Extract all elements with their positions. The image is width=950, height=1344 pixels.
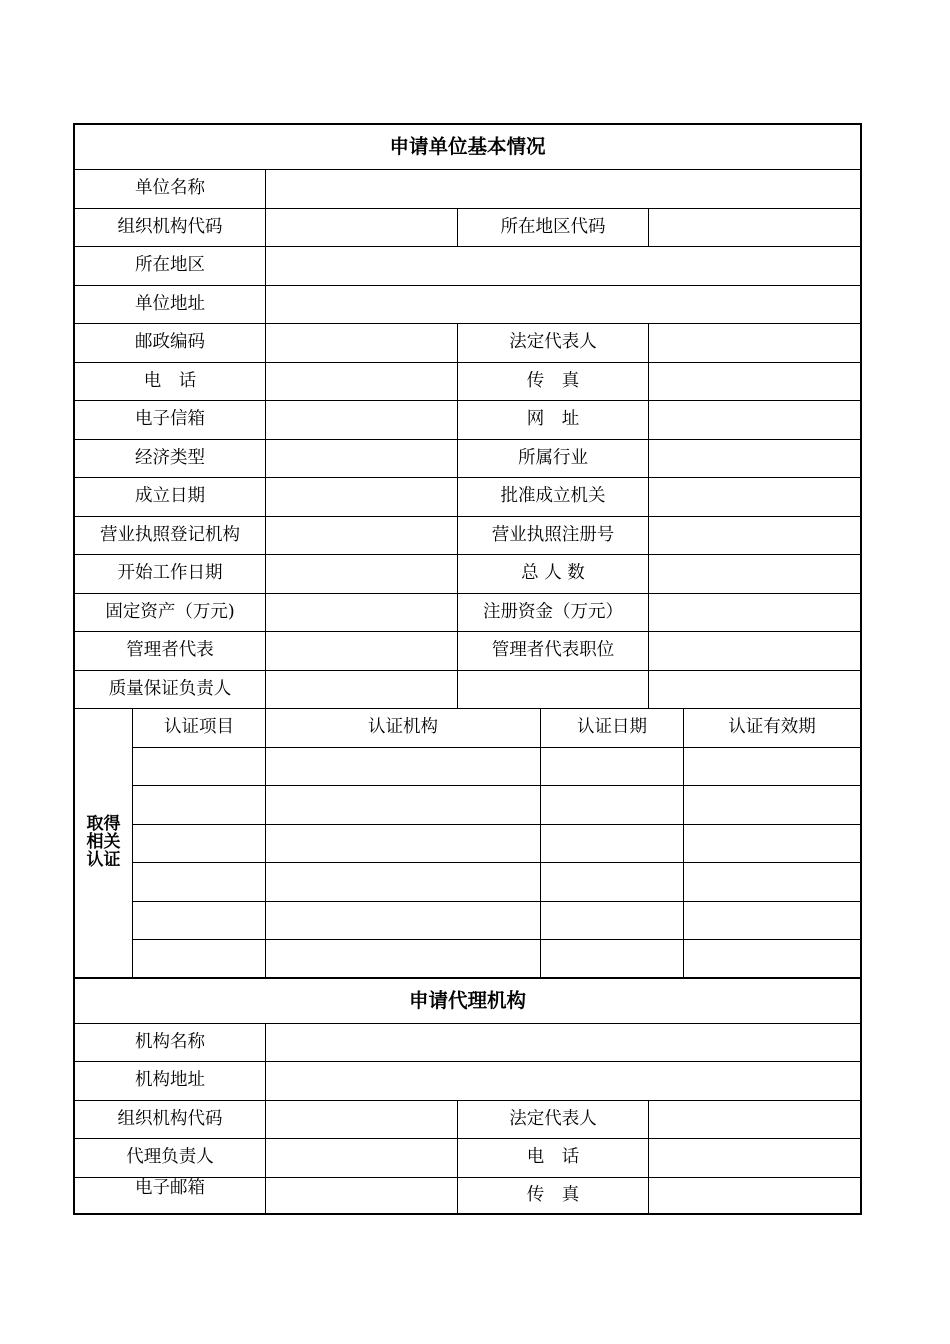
blank-cell[interactable] bbox=[458, 671, 649, 710]
founded-date-label: 成立日期 bbox=[75, 478, 266, 517]
cert-cell[interactable] bbox=[684, 748, 860, 787]
mgmt-rep-field[interactable] bbox=[266, 632, 458, 671]
cert-header-validity: 认证有效期 bbox=[684, 709, 860, 748]
cert-cell[interactable] bbox=[133, 863, 266, 902]
email-field[interactable] bbox=[266, 401, 458, 440]
econ-type-field[interactable] bbox=[266, 440, 458, 479]
agency-org-code-field[interactable] bbox=[266, 1101, 458, 1140]
registered-capital-label: 注册资金（万元） bbox=[458, 594, 649, 633]
cert-header-date: 认证日期 bbox=[541, 709, 684, 748]
unit-name-label: 单位名称 bbox=[75, 170, 266, 209]
blank-cell[interactable] bbox=[649, 671, 860, 710]
agency-address-label: 机构地址 bbox=[75, 1062, 266, 1101]
region-field[interactable] bbox=[266, 247, 860, 286]
license-no-label: 营业执照注册号 bbox=[458, 517, 649, 556]
section-title-agency: 申请代理机构 bbox=[75, 979, 860, 1024]
cert-cell[interactable] bbox=[133, 825, 266, 864]
cert-side-label-line: 相关 bbox=[86, 831, 121, 852]
phone-field[interactable] bbox=[266, 363, 458, 402]
unit-address-label: 单位地址 bbox=[75, 286, 266, 325]
cert-side-label bbox=[75, 709, 133, 979]
license-org-field[interactable] bbox=[266, 517, 458, 556]
cert-cell[interactable] bbox=[266, 902, 541, 941]
agent-head-label: 代理负责人 bbox=[75, 1139, 266, 1178]
agency-phone-label: 电 话 bbox=[458, 1139, 649, 1178]
cert-cell[interactable] bbox=[684, 902, 860, 941]
unit-name-field[interactable] bbox=[266, 170, 860, 209]
cert-side-label-line: 取得 bbox=[86, 813, 121, 834]
approval-org-field[interactable] bbox=[649, 478, 860, 517]
fax-label: 传 真 bbox=[458, 363, 649, 402]
phone-label: 电 话 bbox=[75, 363, 266, 402]
headcount-label: 总 人 数 bbox=[458, 555, 649, 594]
cert-cell[interactable] bbox=[266, 748, 541, 787]
cert-cell[interactable] bbox=[133, 940, 266, 979]
region-code-label: 所在地区代码 bbox=[458, 209, 649, 248]
email-label: 电子信箱 bbox=[75, 401, 266, 440]
mgmt-rep-label: 管理者代表 bbox=[75, 632, 266, 671]
agency-org-code-label: 组织机构代码 bbox=[75, 1101, 266, 1140]
legal-rep-label: 法定代表人 bbox=[458, 324, 649, 363]
unit-address-field[interactable] bbox=[266, 286, 860, 325]
org-code-field[interactable] bbox=[266, 209, 458, 248]
cert-cell[interactable] bbox=[684, 825, 860, 864]
cert-side-label-line: 认证 bbox=[86, 849, 121, 870]
agency-fax-label: 传 真 bbox=[458, 1178, 649, 1214]
agency-name-field[interactable] bbox=[266, 1024, 860, 1063]
cert-cell[interactable] bbox=[684, 940, 860, 979]
agency-address-field[interactable] bbox=[266, 1062, 860, 1101]
agency-email-field[interactable] bbox=[266, 1178, 458, 1214]
mgmt-rep-position-label: 管理者代表职位 bbox=[458, 632, 649, 671]
website-label: 网 址 bbox=[458, 401, 649, 440]
org-code-label: 组织机构代码 bbox=[75, 209, 266, 248]
cert-cell[interactable] bbox=[266, 863, 541, 902]
founded-date-field[interactable] bbox=[266, 478, 458, 517]
region-code-field[interactable] bbox=[649, 209, 860, 248]
agency-fax-field[interactable] bbox=[649, 1178, 860, 1214]
cert-cell[interactable] bbox=[266, 940, 541, 979]
agency-legal-rep-field[interactable] bbox=[649, 1101, 860, 1140]
cert-header-item: 认证项目 bbox=[133, 709, 266, 748]
qa-head-label: 质量保证负责人 bbox=[75, 671, 266, 710]
license-no-field[interactable] bbox=[649, 517, 860, 556]
region-label: 所在地区 bbox=[75, 247, 266, 286]
start-date-field[interactable] bbox=[266, 555, 458, 594]
cert-cell[interactable] bbox=[266, 825, 541, 864]
postcode-label: 邮政编码 bbox=[75, 324, 266, 363]
agency-phone-field[interactable] bbox=[649, 1139, 860, 1178]
fixed-assets-field[interactable] bbox=[266, 594, 458, 633]
agency-name-label: 机构名称 bbox=[75, 1024, 266, 1063]
industry-field[interactable] bbox=[649, 440, 860, 479]
cert-header-org: 认证机构 bbox=[266, 709, 541, 748]
approval-org-label: 批准成立机关 bbox=[458, 478, 649, 517]
cert-cell[interactable] bbox=[541, 748, 684, 787]
econ-type-label: 经济类型 bbox=[75, 440, 266, 479]
cert-cell[interactable] bbox=[684, 863, 860, 902]
application-form bbox=[73, 123, 862, 1215]
agency-legal-rep-label: 法定代表人 bbox=[458, 1101, 649, 1140]
cert-cell[interactable] bbox=[541, 940, 684, 979]
section-title-applicant: 申请单位基本情况 bbox=[75, 125, 860, 170]
cert-cell[interactable] bbox=[133, 748, 266, 787]
cert-cell[interactable] bbox=[684, 786, 860, 825]
start-date-label: 开始工作日期 bbox=[75, 555, 266, 594]
cert-cell[interactable] bbox=[541, 863, 684, 902]
industry-label: 所属行业 bbox=[458, 440, 649, 479]
agent-head-field[interactable] bbox=[266, 1139, 458, 1178]
postcode-field[interactable] bbox=[266, 324, 458, 363]
legal-rep-field[interactable] bbox=[649, 324, 860, 363]
cert-cell[interactable] bbox=[266, 786, 541, 825]
cert-cell[interactable] bbox=[133, 902, 266, 941]
license-org-label: 营业执照登记机构 bbox=[75, 517, 266, 556]
qa-head-field[interactable] bbox=[266, 671, 458, 710]
cert-cell[interactable] bbox=[541, 786, 684, 825]
cert-cell[interactable] bbox=[133, 786, 266, 825]
fax-field[interactable] bbox=[649, 363, 860, 402]
cert-cell[interactable] bbox=[541, 825, 684, 864]
form-grid bbox=[75, 125, 860, 1213]
agency-email-label: 电子邮箱 bbox=[75, 1178, 266, 1214]
cert-cell[interactable] bbox=[541, 902, 684, 941]
headcount-field[interactable] bbox=[649, 555, 860, 594]
website-field[interactable] bbox=[649, 401, 860, 440]
registered-capital-field[interactable] bbox=[649, 594, 860, 633]
fixed-assets-label: 固定资产（万元) bbox=[75, 594, 266, 633]
mgmt-rep-position-field[interactable] bbox=[649, 632, 860, 671]
